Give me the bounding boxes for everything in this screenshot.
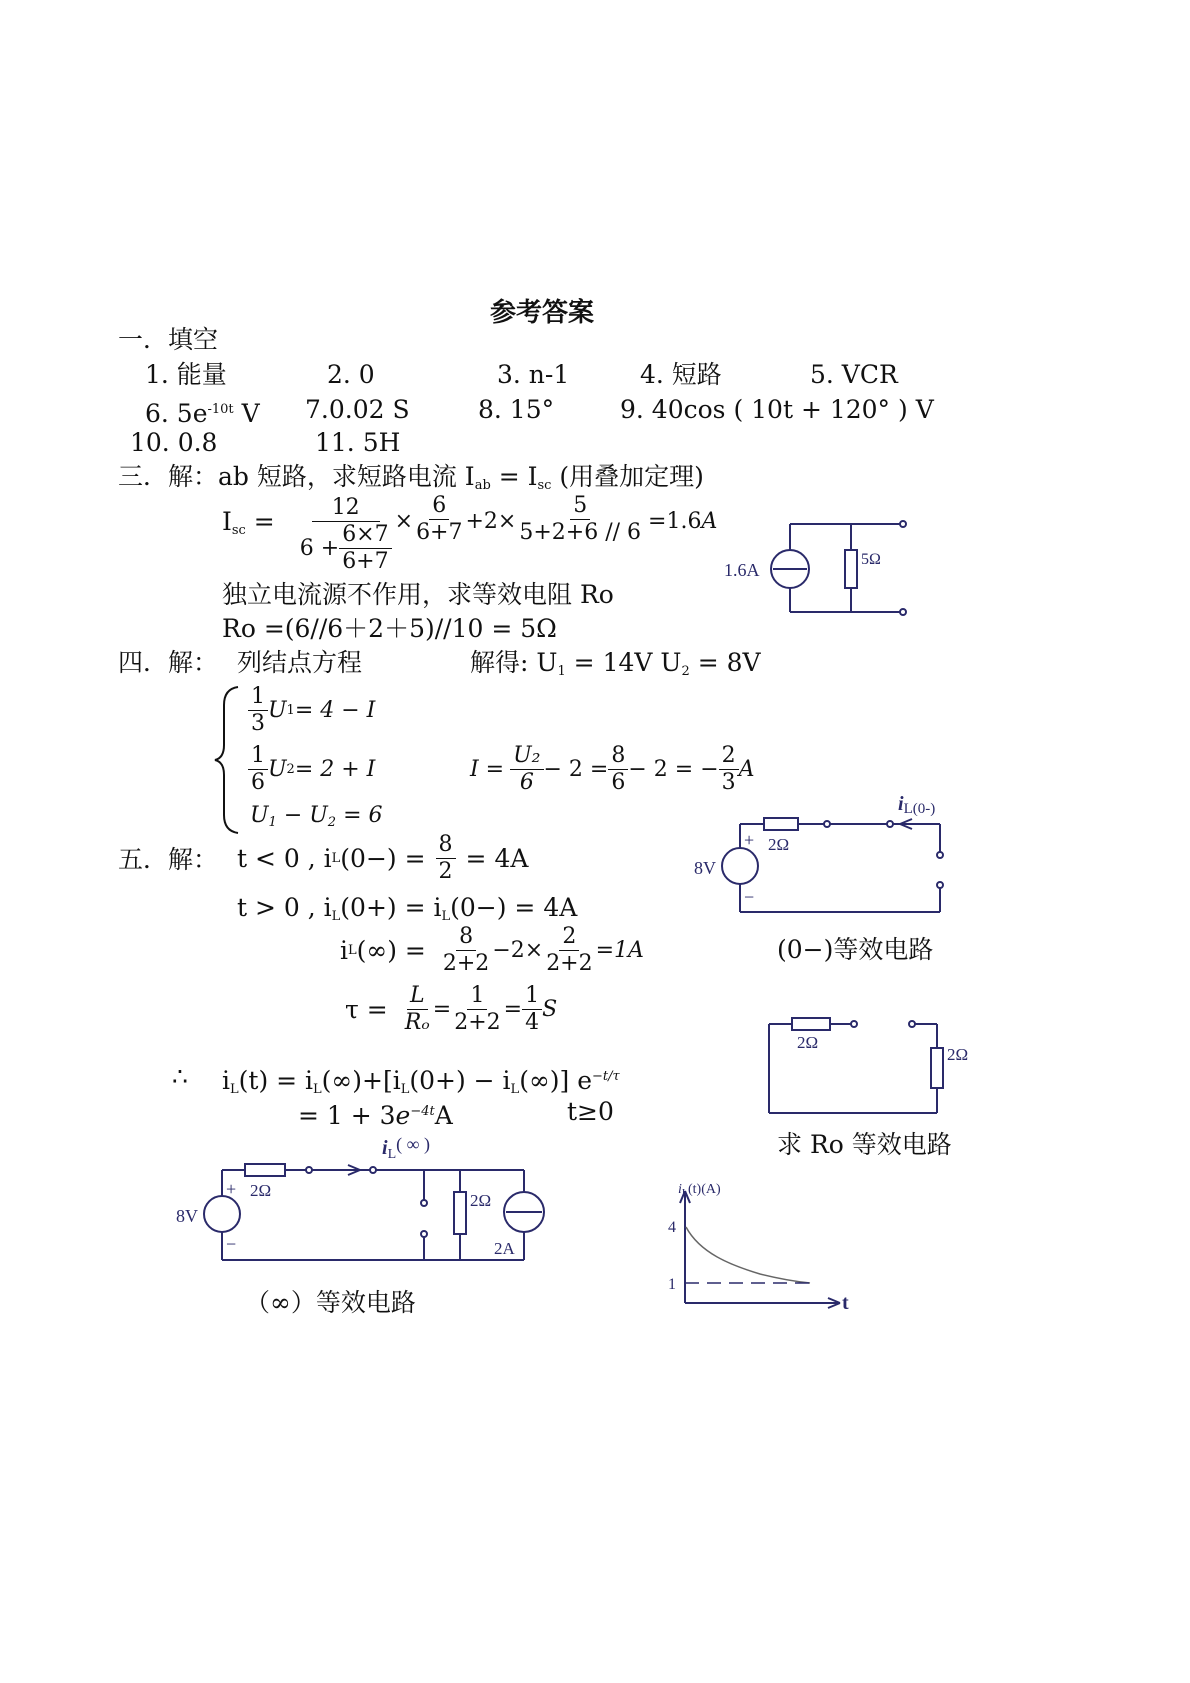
- s5-sol-sub2: L: [313, 1082, 322, 1097]
- graph-xlabel: t: [842, 1292, 849, 1314]
- equation-brace: [212, 685, 242, 835]
- s5-final-e: e: [395, 1101, 411, 1130]
- circ3-src: 8V: [176, 1206, 198, 1226]
- s5-l3-frac1: [440, 924, 492, 977]
- il-decay-graph: [660, 1175, 860, 1315]
- answer-6: [145, 395, 260, 429]
- s5-l2-sub1: L: [331, 909, 341, 924]
- s5-final-cond: t≥0: [567, 1097, 614, 1126]
- isc-frac2-num: 6: [429, 493, 449, 520]
- s4-result-sub1: 1: [557, 664, 566, 679]
- answer-4: 4. 短路: [640, 360, 722, 389]
- s3-line3: Ro =(6//6＋2＋5)//10 = 5Ω: [222, 614, 557, 643]
- s5-tau-unit: S: [542, 996, 558, 1022]
- s5-l3-frac2-num: 2: [559, 924, 579, 951]
- s5-l2-post: (0−) = 4A: [450, 893, 578, 922]
- circ3-res1: 2Ω: [250, 1181, 272, 1200]
- graph-ylabel-rest: (t)(A): [688, 1182, 721, 1197]
- s5-l3-result: =1A: [595, 937, 644, 963]
- circ3-cs: 2A: [494, 1239, 515, 1258]
- s5-l3-frac1-num: 8: [456, 924, 476, 951]
- s5-tau-frac2-num: 1: [467, 983, 487, 1010]
- current-eq-frac1-den: 6: [519, 770, 534, 795]
- current-eq-mid2: − 2 = −: [628, 757, 719, 782]
- circ1-res: 2Ω: [768, 835, 790, 854]
- current-eq-frac2: [608, 743, 628, 796]
- answer-10: 10. 0.8: [130, 428, 218, 457]
- s5-l1-post: = 4A: [465, 843, 529, 873]
- answer-7: 7.0.02 S: [305, 395, 410, 424]
- node-eq-3-sub2: 2: [327, 815, 337, 830]
- isc-frac2: [413, 493, 465, 546]
- s5-l1-mid: (0−) =: [340, 843, 426, 873]
- current-eq-frac3-den: 3: [721, 770, 736, 795]
- circuit-0minus: [690, 790, 960, 920]
- s5-tau-frac3-num: 1: [522, 983, 542, 1010]
- circuit-infinity: [170, 1130, 560, 1270]
- caption-infinity: （∞）等效电路: [245, 1288, 416, 1317]
- node-eq-1-num: 1: [248, 684, 268, 711]
- current-equation: [470, 743, 755, 796]
- s5-sol-pre: i: [222, 1066, 230, 1095]
- isc-result: [648, 507, 717, 537]
- node-eq-1-den: 3: [251, 711, 265, 736]
- node-eq-1: [248, 684, 375, 737]
- section5-heading: 五．解：: [118, 845, 219, 874]
- circ1-cur-sub: L(0-): [903, 801, 936, 817]
- s5-l3-sub: L: [348, 942, 357, 958]
- isc-frac3-num: 5: [570, 493, 590, 520]
- s5-final-exp: −4t: [410, 1104, 435, 1119]
- s5-l2-mid: (0+) = i: [340, 893, 442, 922]
- node-eq-1-rhs: = 4 − I: [294, 698, 376, 723]
- node-eq-3-c: = 6: [336, 803, 383, 828]
- current-eq-frac3: [719, 743, 739, 796]
- s5-final-post: A: [434, 1101, 453, 1130]
- graph-ylabel: [678, 1182, 721, 1199]
- s5-sol-sub1: L: [230, 1082, 239, 1097]
- isc-frac3: [516, 493, 644, 546]
- isc-result-value: =1.6: [648, 509, 702, 534]
- s5-tau: [345, 983, 557, 1036]
- node-eq-2: [248, 743, 375, 796]
- s5-tau-eq1: =: [432, 996, 452, 1022]
- s3-mid: = I: [490, 462, 538, 491]
- isc-lhs: I: [222, 507, 232, 536]
- s5-line1: [237, 832, 528, 885]
- current-eq-frac1: [510, 743, 543, 796]
- s5-l3-op: −2×: [492, 937, 544, 963]
- node-eq-1-var: U: [268, 698, 287, 723]
- node-eq-2-var: U: [268, 757, 287, 782]
- s4-result-post: = 8V: [689, 648, 761, 677]
- answer-5: 5. VCR: [810, 360, 898, 389]
- s5-l1-pre: t < 0 , i: [237, 843, 332, 873]
- section4-heading: 四．解：: [118, 648, 219, 677]
- s5-l2-pre: t > 0 , i: [237, 893, 332, 922]
- answer-11: 11. 5H: [315, 428, 401, 457]
- s4-result-sub2: 2: [681, 664, 690, 679]
- answer-1: 1. 能量: [145, 360, 227, 389]
- s5-therefore: ∴: [172, 1062, 188, 1091]
- s5-tau-frac3-den: 4: [525, 1010, 540, 1035]
- il-curve: [686, 1227, 810, 1283]
- norton-circuit: [720, 510, 920, 620]
- node-eq-1-sub: 1: [286, 703, 295, 718]
- s5-tau-frac1-den: Rₒ: [404, 1010, 430, 1035]
- graph-ylabel-i: i: [678, 1182, 682, 1197]
- isc-nested-den: 6+7: [342, 549, 389, 574]
- s5-sol-exp: −t/τ: [592, 1069, 620, 1084]
- s3-tail: (用叠加定理): [551, 462, 704, 491]
- answer-6-pre: 6. 5e: [145, 399, 208, 428]
- s5-l3-mid: (∞) =: [356, 935, 426, 965]
- s4-method: 列结点方程: [237, 648, 363, 677]
- current-eq-unit: A: [738, 757, 755, 782]
- page-title: 参考答案: [490, 298, 595, 328]
- s5-sol-mid2: (∞)+[i: [321, 1066, 401, 1095]
- s5-tau-frac2-den: 2+2: [454, 1010, 501, 1035]
- s5-l1-num: 8: [436, 832, 456, 859]
- current-eq-frac2-den: 6: [611, 770, 626, 795]
- node-eq-3-sub1: 1: [268, 815, 277, 830]
- norton-source-label: 1.6A: [724, 560, 760, 580]
- isc-nested-num: 6×7: [339, 522, 391, 549]
- s5-l1-frac: [436, 832, 456, 885]
- node-eq-2-num: 1: [248, 743, 268, 770]
- isc-plus2: +2×: [465, 509, 517, 534]
- s5-sol-sub3: L: [400, 1082, 410, 1097]
- s4-result-mid: = 14V U: [565, 648, 682, 677]
- s5-sol-mid1: (t) = i: [238, 1066, 314, 1095]
- circ1-minus: −: [744, 887, 755, 907]
- s3-line2: 独立电流源不作用，求等效电阻 Ro: [222, 580, 614, 609]
- node-eq-3-a: U: [250, 803, 269, 828]
- s3-sub-sc: sc: [537, 478, 552, 493]
- graph-tick-low: 1: [668, 1276, 676, 1293]
- circ3-minus: −: [226, 1234, 237, 1254]
- answer-3: 3. n-1: [497, 360, 570, 389]
- answer-9: 9. 40cos ( 10t + 120° ) V: [620, 395, 934, 424]
- s3-heading-text: 三．解：ab 短路，求短路电流 I: [118, 462, 475, 491]
- s5-l2-sub2: L: [441, 909, 451, 924]
- circ1-plus: +: [744, 830, 755, 850]
- graph-ylabel-sub: L: [681, 1188, 688, 1199]
- isc-result-unit: A: [701, 509, 718, 534]
- isc-equation: [222, 495, 717, 575]
- s5-sol-sub4: L: [510, 1082, 520, 1097]
- answer-8: 8. 15°: [478, 395, 555, 424]
- circ3-plus: +: [226, 1179, 237, 1199]
- circ3-res2: 2Ω: [470, 1191, 492, 1210]
- s5-tau-eq2: =: [503, 996, 523, 1022]
- circ3-cur-sub: L: [387, 1147, 397, 1162]
- circ2-res2: 2Ω: [947, 1045, 969, 1064]
- isc-frac1-num: 12: [312, 495, 380, 522]
- circ1-src: 8V: [694, 858, 716, 878]
- isc-nested-frac: [339, 522, 391, 575]
- caption-ro: 求 Ro 等效电路: [777, 1130, 952, 1159]
- s4-result: [470, 648, 761, 687]
- graph-tick-high: 4: [668, 1219, 676, 1236]
- s5-final-pre: = 1 + 3: [298, 1101, 396, 1130]
- s5-l1-sub: L: [331, 850, 341, 866]
- current-eq-frac1-num: U₂: [510, 743, 543, 770]
- s5-l3-frac2: [543, 924, 595, 977]
- answer-2: 2. 0: [327, 360, 375, 389]
- current-eq-lhs: I =: [470, 757, 505, 782]
- circ1-cur: [898, 793, 935, 817]
- isc-frac2-den: 6+7: [416, 520, 463, 545]
- s5-sol-mid4: (∞)] e: [519, 1066, 593, 1095]
- current-eq-frac3-num: 2: [719, 743, 739, 770]
- s3-sub-ab: ab: [474, 478, 491, 493]
- s5-tau-frac1: [402, 983, 433, 1036]
- s5-sol-mid3: (0+) − i: [409, 1066, 511, 1095]
- s5-tau-pre: τ =: [345, 994, 388, 1024]
- current-eq-mid1: − 2 =: [543, 757, 609, 782]
- isc-frac1-den: [297, 522, 395, 575]
- isc-times1: ×: [394, 509, 414, 534]
- s5-l3-pre: i: [340, 935, 348, 965]
- node-eq-2-frac: [248, 743, 268, 796]
- node-eq-2-den: 6: [251, 770, 265, 795]
- s5-l1-den: 2: [438, 859, 453, 884]
- circ1-cur-i: i: [898, 793, 904, 815]
- isc-frac3-den: 5+2+6 // 6: [519, 520, 642, 545]
- isc-lhs-eq: =: [245, 507, 275, 536]
- s5-final: [298, 1097, 453, 1131]
- circ3-cur-i: i: [382, 1137, 388, 1159]
- s5-tau-frac1-num: L: [407, 983, 428, 1010]
- s5-line3: [340, 924, 644, 977]
- current-eq-frac2-num: 8: [608, 743, 628, 770]
- s5-l3-frac1-den: 2+2: [442, 951, 490, 976]
- circ2-res1: 2Ω: [797, 1033, 819, 1052]
- answer-6-exp: -10t: [207, 402, 234, 417]
- circ3-cur: [382, 1134, 430, 1162]
- isc-lhs-sub: sc: [231, 523, 246, 538]
- s4-result-pre: 解得: U: [470, 648, 558, 677]
- isc-frac1: [297, 495, 395, 575]
- section1-heading: 一．填空: [118, 325, 219, 354]
- node-eq-2-sub: 2: [286, 762, 295, 777]
- answer-6-unit: V: [233, 399, 260, 428]
- node-eq-2-rhs: = 2 + I: [294, 757, 376, 782]
- s5-l3-frac2-den: 2+2: [546, 951, 593, 976]
- node-eq-3-b: − U: [276, 803, 328, 828]
- s5-tau-frac3: [522, 983, 542, 1036]
- caption-0minus: (0−)等效电路: [777, 935, 934, 964]
- node-eq-1-frac: [248, 684, 268, 737]
- circ3-cur-paren: ( ∞ ): [396, 1134, 430, 1154]
- s5-tau-frac2: [451, 983, 503, 1036]
- circuit-ro: [765, 1010, 985, 1120]
- isc-frac1-den-pre: 6 +: [299, 535, 340, 561]
- norton-resistor-label: 5Ω: [861, 551, 881, 568]
- node-eq-3: [250, 803, 383, 830]
